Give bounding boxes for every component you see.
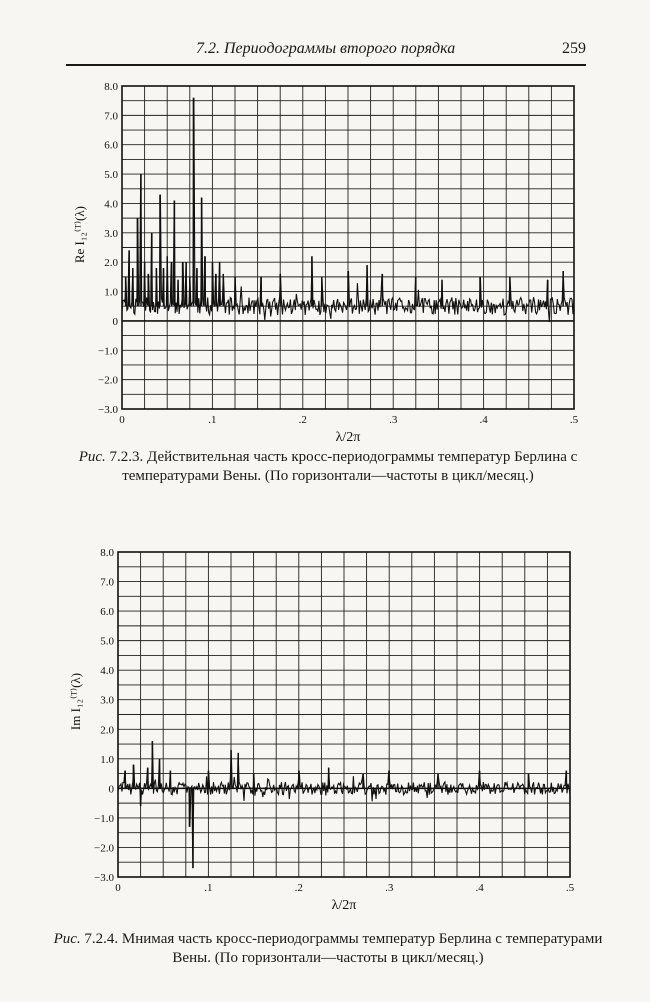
x-tick-label: 0 xyxy=(115,882,121,894)
y-tick-label: −1.0 xyxy=(98,345,118,358)
y-tick-label: 7.0 xyxy=(104,110,118,123)
running-title: 7.2. Периодограммы второго порядка xyxy=(196,40,456,57)
spikes xyxy=(126,98,564,306)
x-tick-label: .5 xyxy=(569,414,579,426)
x-tick-label: .2 xyxy=(298,414,307,426)
x-axis-label: λ/2π xyxy=(331,898,357,910)
y-tick-label: 1.0 xyxy=(100,753,114,766)
y-tick-label: 6.0 xyxy=(104,139,118,152)
y-tick-label: 6.0 xyxy=(100,606,114,619)
caption-label: Рис. xyxy=(78,449,106,465)
y-tick-label: −2.0 xyxy=(98,374,118,387)
y-tick-label: −3.0 xyxy=(98,404,118,416)
x-tick-label: .4 xyxy=(479,414,488,426)
y-tick-label: −1.0 xyxy=(94,812,114,825)
grid xyxy=(122,86,574,409)
y-tick-label: −3.0 xyxy=(94,872,114,884)
x-tick-label: .1 xyxy=(208,414,217,426)
x-tick-label: .3 xyxy=(385,882,394,894)
x-tick-label: .2 xyxy=(294,882,303,894)
y-tick-label: 3.0 xyxy=(100,694,114,707)
figure-real-part xyxy=(0,72,650,442)
running-head xyxy=(66,38,586,66)
caption-figure-7-2-3 xyxy=(48,448,608,486)
y-tick-label: 2.0 xyxy=(100,724,114,737)
y-tick-label: 7.0 xyxy=(100,576,114,589)
caption-number: 7.2.4. xyxy=(84,931,119,947)
y-tick-label: 3.0 xyxy=(104,227,118,240)
caption-number: 7.2.3. xyxy=(109,449,144,465)
y-tick-label: 4.0 xyxy=(104,198,118,211)
caption-text: Действительная часть кросс-периодограммы температур Берлина с температурами Вены. (По горизонтали—частоты в цикл/месяц.) xyxy=(122,449,578,484)
y-tick-label: 8.0 xyxy=(100,547,114,559)
y-tick-label: 5.0 xyxy=(104,169,118,182)
x-tick-label: .4 xyxy=(475,882,484,894)
y-tick-label: 4.0 xyxy=(100,665,114,678)
grid xyxy=(118,552,570,877)
page-number: 259 xyxy=(562,40,586,57)
y-tick-label: 2.0 xyxy=(104,257,118,270)
y-tick-label: 0 xyxy=(108,783,114,796)
caption-text: Мнимая часть кросс-периодограммы температур Берлина с температурами Вены. (По горизонтали—частоты в цикл/месяц.) xyxy=(121,931,603,966)
chart-imaginary-part xyxy=(0,538,650,910)
figure-imaginary-part xyxy=(0,538,650,910)
y-axis-label: Im I₁₂⁽ᵀ⁾(λ) xyxy=(68,672,83,731)
chart-real-part xyxy=(0,72,650,442)
x-tick-label: .1 xyxy=(204,882,213,894)
x-tick-label: 0 xyxy=(119,414,125,426)
y-tick-label: 0 xyxy=(112,315,118,328)
y-axis-label: Re I₁₂⁽ᵀ⁾(λ) xyxy=(72,206,87,264)
y-tick-label: −2.0 xyxy=(94,842,114,855)
caption-figure-7-2-4 xyxy=(48,930,608,968)
x-tick-label: .5 xyxy=(565,882,575,894)
spikes xyxy=(125,741,566,868)
x-axis-label: λ/2π xyxy=(335,430,361,442)
y-tick-label: 8.0 xyxy=(104,81,118,93)
y-tick-label: 5.0 xyxy=(100,635,114,648)
y-tick-label: 1.0 xyxy=(104,286,118,299)
caption-label: Рис. xyxy=(53,931,81,947)
x-tick-label: .3 xyxy=(389,414,398,426)
